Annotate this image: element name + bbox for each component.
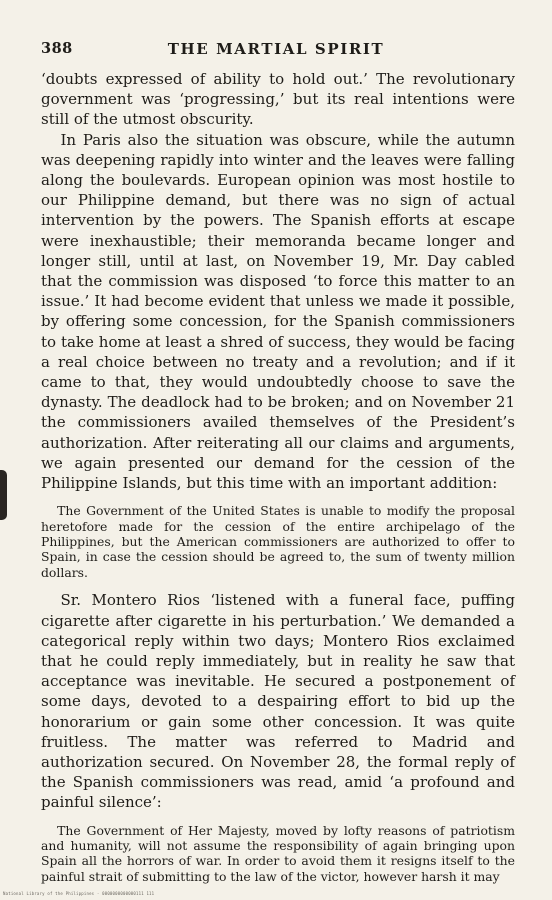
- block-quote-us-offer: The Government of the United States is unable to modify the proposal heretofore made for the cession of the entire archipelago of the Philippines, but the American commissioners are authorized to offer to Spain, in case the cession should be agreed to, the sum of twenty million dollars.: [41, 503, 515, 580]
- page-header: [41, 40, 511, 62]
- paragraph-paris: In Paris also the situation was obscure, while the autumn was deepening rapidly into winter and the leaves were falling along the boulevards. European opinion was most hostile to our Philippine demand, but there was no sign of actual intervention by the powers. The Spanish efforts at escape were inexhaustible; their memoranda became longer and longer still, until at last, on November 19, Mr. Day cabled that the commission was disposed ‘to force this matter to an issue.’ It had become evident that unless we made it possible, by offering some concession, for the Spanish commissioners to take home at least a shred of success, they would be facing a real choice between no treaty and a revolution; and if it came to that, they would undoubtedly choose to save the dynasty. The deadlock had to be broken; and on November 21 the commissioners availed themselves of the President’s authorization. After reiterating all our claims and arguments, we again presented our demand for the cession of the Philippine Islands, but this time with an important addition:: [41, 130, 515, 493]
- scan-credit: National Library of the Philippines · 0000000000000111 111: [3, 891, 155, 896]
- block-quote-spanish-reply: The Government of Her Majesty, moved by lofty reasons of patriotism and humanity, will not assume the responsibility of again bringing upon Spain all the horrors of war. In order to avoid them it resigns itself to the painful strait of submitting to the law of the victor, however harsh it may: [41, 822, 515, 884]
- page-edge-mark: [0, 470, 7, 520]
- running-title: THE MARTIAL SPIRIT: [167, 40, 385, 58]
- paragraph-continued: ‘doubts expressed of ability to hold out.’ The revolutionary government was ‘progressing,’ but its real intentions were still of the utmost obscurity.: [41, 70, 515, 129]
- page-body: [41, 69, 515, 884]
- paragraph-montero-rios: Sr. Montero Rios ‘listened with a funeral face, puffing cigarette after cigarette in his perturbation.’ We demanded a categorical reply within two days; Montero Rios exclaimed that he could reply immediately, but in reality he saw that acceptance was inevitable. He secured a postponement of some days, devoted to a despairing effort to bid up the honorarium or gain some other concession. It was quite fruitless. The matter was referred to Madrid and authorization secured. On November 28, the formal reply of the Spanish commissioners was read, amid ‘a profound and painful silence’:: [41, 591, 515, 812]
- page-number: 388: [41, 40, 73, 57]
